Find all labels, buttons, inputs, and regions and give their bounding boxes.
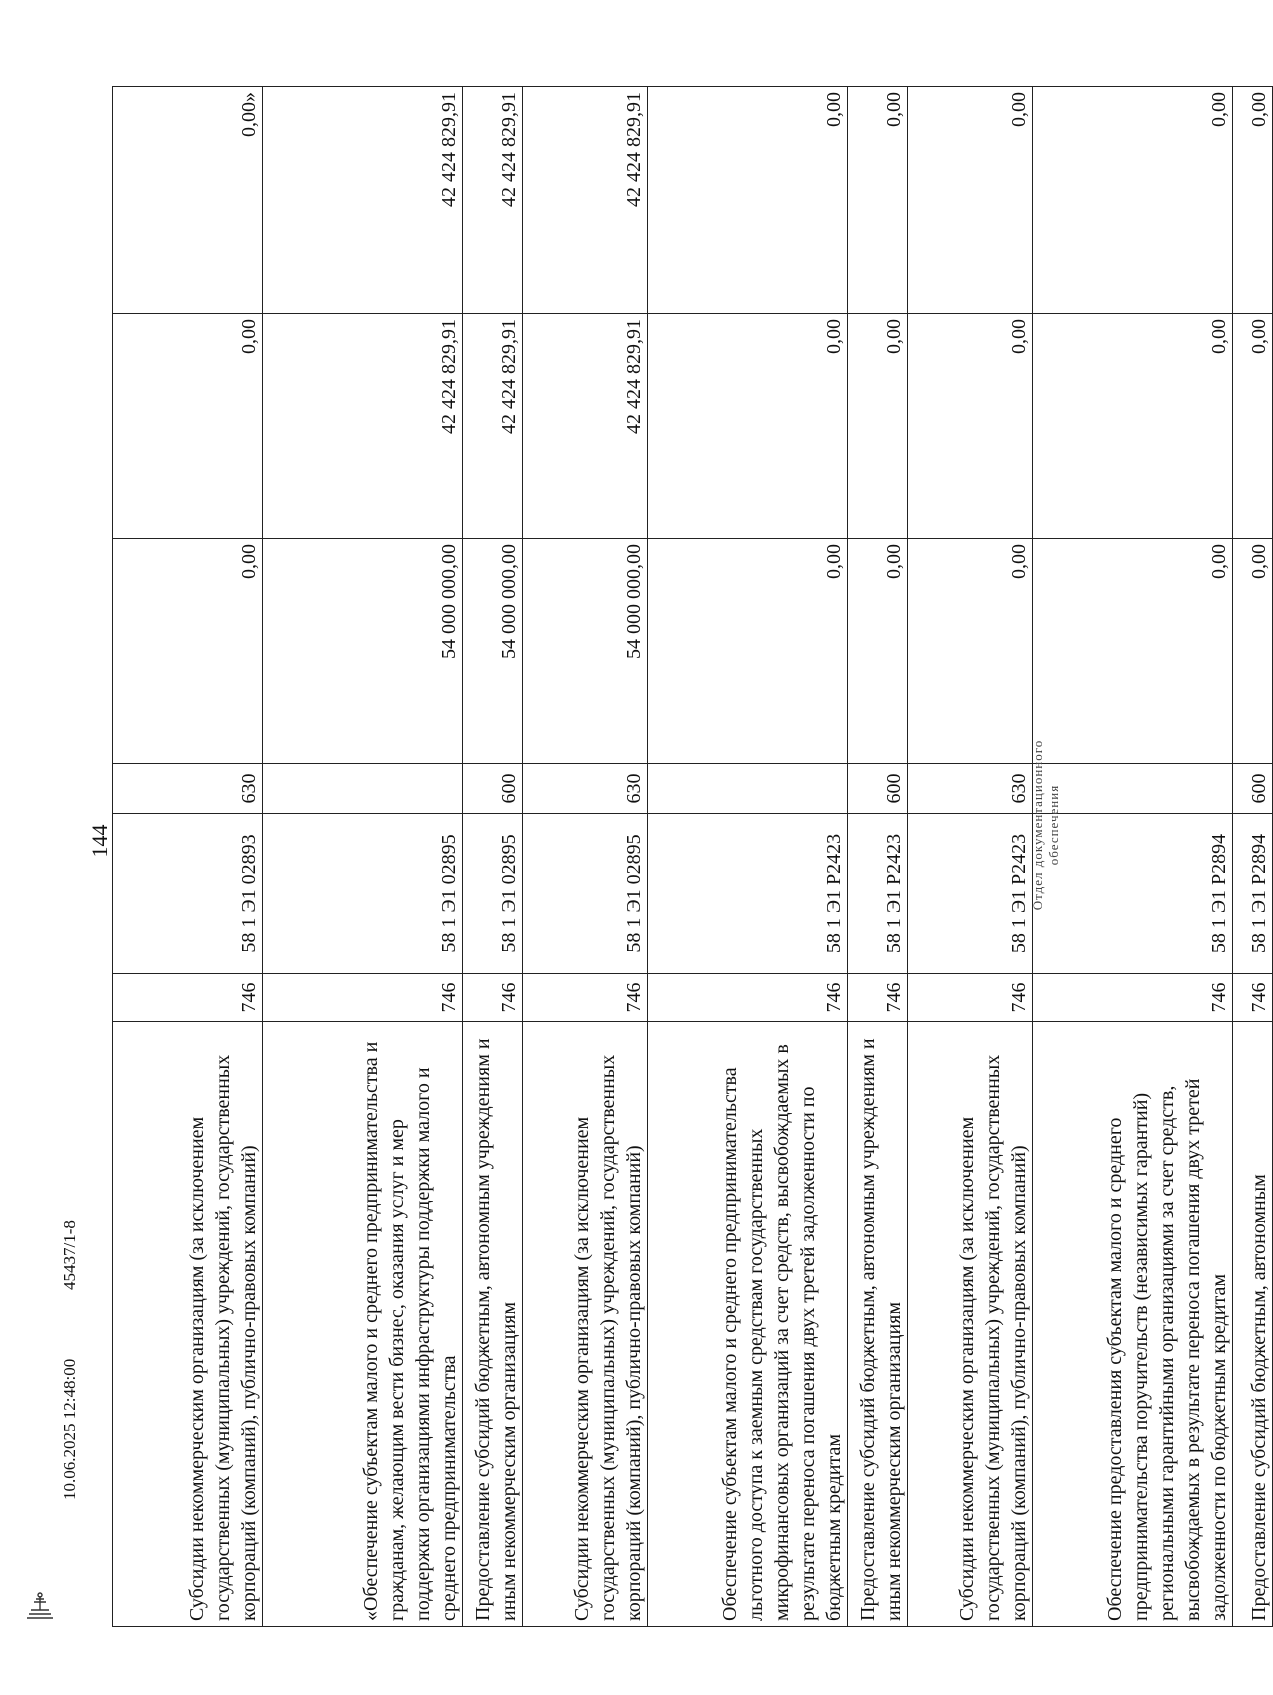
amount-year-1: 0,00 — [648, 539, 848, 764]
expense-type-code: 600 — [848, 764, 908, 814]
ministry-code: 746 — [523, 974, 648, 1022]
table-row — [263, 87, 463, 1627]
table-row — [908, 87, 1033, 1627]
amount-year-1: 54 000 000,00 — [523, 539, 648, 764]
expense-type-code: 630 — [523, 764, 648, 814]
amount-year-2: 0,00 — [113, 314, 263, 539]
amount-year-1: 0,00 — [1233, 539, 1273, 764]
amount-year-2: 42 424 829,91 — [263, 314, 463, 539]
program-code: 58 1 Э1 P2423 — [848, 814, 908, 974]
table-body — [113, 87, 1273, 1627]
ministry-code: 746 — [908, 974, 1033, 1022]
page-footer — [60, 1140, 100, 1500]
footer-doc-code: 45437/1-8 — [60, 1220, 79, 1290]
amount-year-1: 54 000 000,00 — [263, 539, 463, 764]
expense-type-code: 600 — [1233, 764, 1273, 814]
amount-year-2: 42 424 829,91 — [463, 314, 523, 539]
amount-year-1: 54 000 000,00 — [463, 539, 523, 764]
table-row — [848, 87, 908, 1627]
program-code: 58 1 Э1 P2894 — [1233, 814, 1273, 974]
row-description: Субсидии некоммерческим организациям (за исключением государственных (муниципальных) учреждений, государственных корпораций (компаний), публично-правовых компаний) — [523, 1022, 648, 1627]
table-row — [113, 87, 263, 1627]
table-row — [463, 87, 523, 1627]
ministry-code: 746 — [848, 974, 908, 1022]
amount-year-2: 0,00 — [648, 314, 848, 539]
amount-year-3: 0,00 — [1233, 87, 1273, 314]
program-code: 58 1 Э1 02895 — [463, 814, 523, 974]
amount-year-2: 0,00 — [1033, 314, 1233, 539]
department-stamp — [1030, 660, 1070, 990]
ministry-code: 746 — [463, 974, 523, 1022]
table-row — [523, 87, 648, 1627]
amount-year-3: 42 424 829,91 — [523, 87, 648, 314]
amount-year-3: 0,00» — [113, 87, 263, 314]
row-description: Обеспечение предоставления субъектам малого и среднего предпринимательства поручительств (независимых гарантий) региональными гарантийными организациями за счет средств, высвобождаемых в результате переноса погашения двух третей задолженности по бюджетным кредитам — [1033, 1022, 1233, 1627]
budget-table — [112, 86, 1273, 1627]
amount-year-2: 0,00 — [1233, 314, 1273, 539]
row-description: Субсидии некоммерческим организациям (за исключением государственных (муниципальных) учреждений, государственных корпораций (компаний), публично-правовых компаний) — [113, 1022, 263, 1627]
amount-year-3: 0,00 — [1033, 87, 1233, 314]
expense-type-code: 630 — [113, 764, 263, 814]
expense-type-code — [648, 764, 848, 814]
ministry-code: 746 — [263, 974, 463, 1022]
amount-year-1: 0,00 — [848, 539, 908, 764]
table-row — [1233, 87, 1273, 1627]
amount-year-3: 42 424 829,91 — [463, 87, 523, 314]
amount-year-3: 42 424 829,91 — [263, 87, 463, 314]
program-code: 58 1 Э1 P2423 — [648, 814, 848, 974]
expense-type-code — [263, 764, 463, 814]
row-description: Обеспечение субъектам малого и среднего предпринимательства льготного доступа к заемным средствам государственных микрофинансовых организаций за счет средств, высвобождаемых в результате переноса погашения двух третей задолженности по бюджетным кредитам — [648, 1022, 848, 1627]
program-code: 58 1 Э1 02895 — [523, 814, 648, 974]
amount-year-2: 42 424 829,91 — [523, 314, 648, 539]
row-description: Субсидии некоммерческим организациям (за исключением государственных (муниципальных) учреждений, государственных корпораций (компаний), публично-правовых компаний) — [908, 1022, 1033, 1627]
amount-year-3: 0,00 — [908, 87, 1033, 314]
footer-date: 10.06.2025 12:48:00 — [60, 1358, 79, 1500]
row-description: Предоставление субсидий бюджетным, автономным учреждениям и иным некоммерческим организациям — [463, 1022, 523, 1627]
row-description: Предоставление субсидий бюджетным, автономным — [1233, 1022, 1273, 1627]
amount-year-1: 0,00 — [908, 539, 1033, 764]
expense-type-code: 630 — [908, 764, 1033, 814]
amount-year-1: 0,00 — [1033, 539, 1233, 764]
program-code: 58 1 Э1 P2894 — [1033, 814, 1233, 974]
amount-year-3: 0,00 — [848, 87, 908, 314]
stamp-line-1: Отдел документационного — [1030, 739, 1045, 911]
ministry-code: 746 — [1233, 974, 1273, 1022]
program-code: 58 1 Э1 P2423 — [908, 814, 1033, 974]
ministry-code: 746 — [113, 974, 263, 1022]
table-row — [648, 87, 848, 1627]
stamp-line-2: обеспечения — [1046, 784, 1061, 866]
ministry-code: 746 — [1033, 974, 1233, 1022]
program-code: 58 1 Э1 02893 — [113, 814, 263, 974]
ministry-code: 746 — [648, 974, 848, 1022]
row-description: «Обеспечение субъектам малого и среднего предпринимательства и гражданам, желающим вести бизнес, оказания услуг и мер поддержки организациями инфраструктуры поддержки малого и среднего предпринимательства — [263, 1022, 463, 1627]
amount-year-2: 0,00 — [848, 314, 908, 539]
page-number: 144 — [87, 824, 112, 858]
program-code: 58 1 Э1 02895 — [263, 814, 463, 974]
expense-type-code: 600 — [463, 764, 523, 814]
amount-year-2: 0,00 — [908, 314, 1033, 539]
amount-year-1: 0,00 — [113, 539, 263, 764]
amount-year-3: 0,00 — [648, 87, 848, 314]
row-description: Предоставление субсидий бюджетным, автономным учреждениям и иным некоммерческим организациям — [848, 1022, 908, 1627]
emblem-icon — [23, 1590, 57, 1624]
